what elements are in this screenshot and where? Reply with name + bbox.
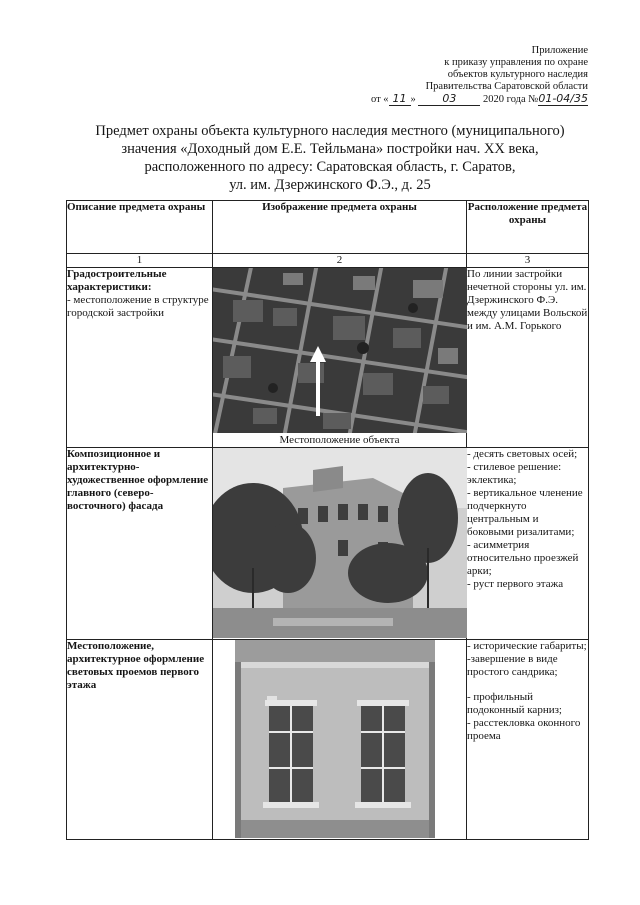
row2-image-cell [213,448,467,640]
table-number-row [67,254,589,268]
protection-subject-table [66,200,589,840]
title-line-4: ул. им. Дзержинского Ф.Э., д. 25 [229,177,431,193]
date-year: 2020 года [483,94,526,105]
document-number: 01-04/35 [538,92,588,105]
column-number-1: 1 [67,254,213,268]
row1-location [467,268,589,448]
row2-location-item: - стилевое решение: эклектика; [467,461,562,486]
row2-location-item: - асимметрия относительно проезжей арки; [467,539,579,577]
date-prefix: от [370,94,381,105]
column-number-2: 2 [213,254,467,268]
date-day: 11 [389,93,411,106]
appendix-line-1: Приложение [531,45,588,56]
row1-location-item: По линии застройки нечетной стороны ул. им. Дзержинского Ф.Э. между улицами Вольской и им. А.М. Горького [467,268,588,332]
title-line-1: Предмет охраны объекта культурного наследия местного (муниципального) [95,123,565,139]
appendix-block [358,45,588,106]
row3-location-item: - профильный подоконный карниз; [467,691,562,716]
document-title [70,122,590,194]
table-row [67,268,589,448]
table-row [67,640,589,840]
appendix-date-line: от « 11 » 03 2020 года №01-04/35 [370,92,588,105]
aerial-map-image [213,268,467,433]
row3-description [67,640,213,840]
header-description: Описание предмета охраны [67,201,213,254]
row1-caption: Местоположение объекта [279,434,400,446]
row3-location-item: -завершение в виде простого сандрика; [467,653,558,678]
row1-title: Градостроительные характеристики: [67,268,167,293]
appendix-line-3: объектов культурного наследия [447,69,588,80]
row2-title: Композиционное и архитектурно-художественное оформление главного (северо-восточного) фасада [67,448,209,512]
row3-image-cell [213,640,467,840]
row3-location [467,640,589,840]
table-header-row [67,201,589,254]
date-month: 03 [418,93,480,106]
table-row [67,448,589,640]
facade-photo [213,448,467,638]
row3-location-item: - исторические габариты; [467,640,587,652]
row2-location-item: - десять световых осей; [467,448,578,460]
row1-subtitle: - местоположение в структуре городской застройки [67,294,209,319]
row3-title: Местоположение, архитектурное оформление световых проемов первого этажа [67,640,205,691]
appendix-line-4: Правительства Саратовской области [425,81,588,92]
window-photo [235,640,435,838]
row2-location [467,448,589,640]
row2-description [67,448,213,640]
title-line-2: значения «Доходный дом Е.Е. Тейльмана» постройки нач. XX века, [121,141,539,157]
column-number-3: 3 [467,254,589,268]
appendix-line-2: к приказу управления по охране [444,57,588,68]
row2-location-item: - вертикальное членение подчеркнуто центральным и боковыми ризалитами; [467,487,583,538]
row3-location-item: - расстекловка оконного проема [467,717,581,742]
header-location: Расположение предмета охраны [467,201,589,254]
number-prefix: № [528,94,539,105]
header-image: Изображение предмета охраны [213,201,467,254]
row1-image-cell [213,268,467,448]
row1-description [67,268,213,448]
title-line-3: расположенного по адресу: Саратовская область, г. Саратов, [144,159,516,175]
row2-location-item: - руст первого этажа [467,578,564,590]
